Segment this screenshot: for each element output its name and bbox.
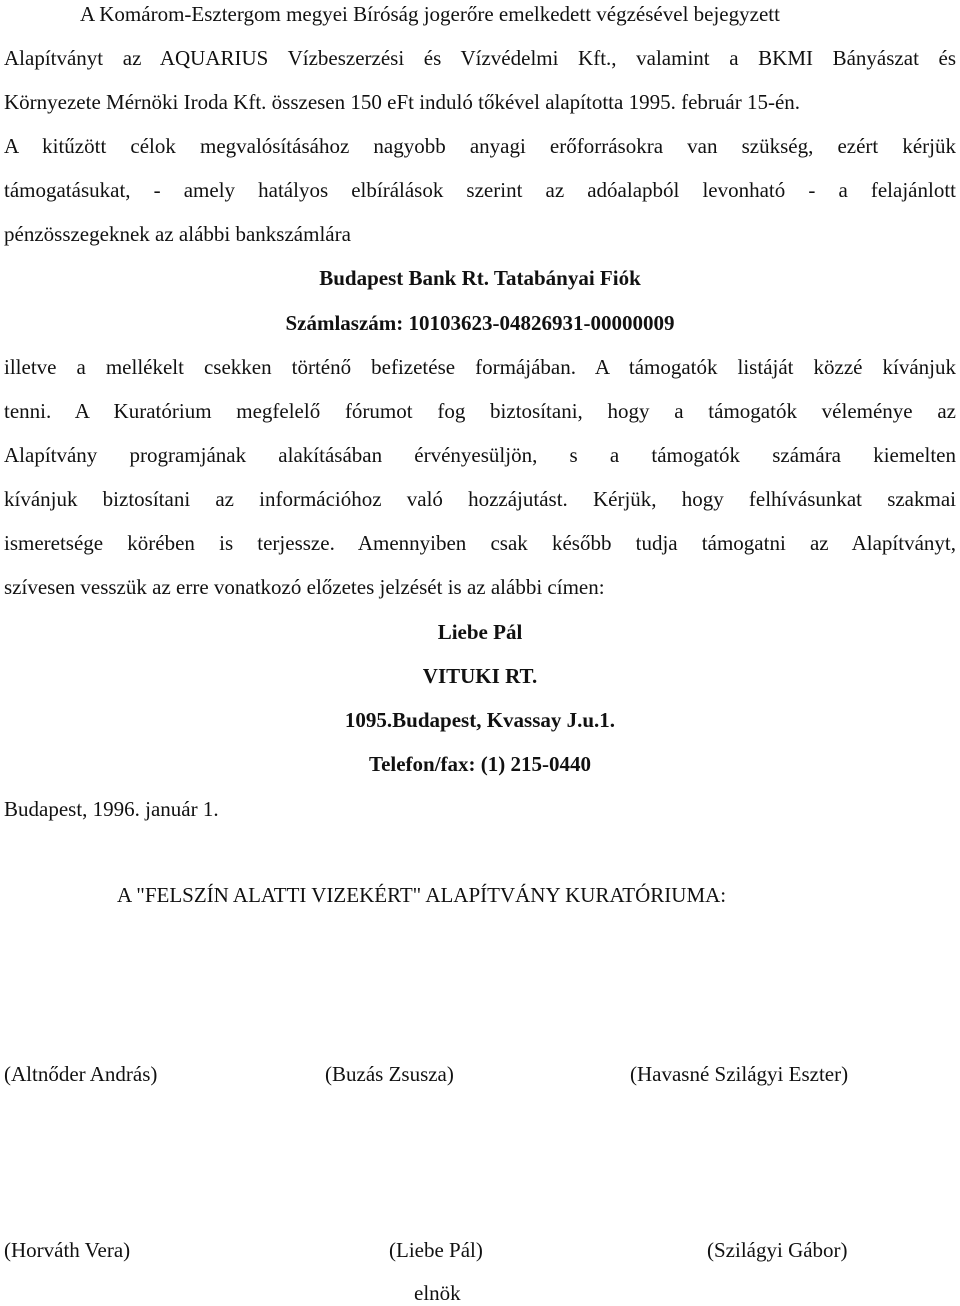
contact-address: 1095.Budapest, Kvassay J.u.1. <box>344 708 616 732</box>
contact-phone: Telefon/fax: (1) 215-0440 <box>368 752 592 776</box>
body2-line-6: szívesen vesszük az erre vonatkozó előzetes jelzését is az alábbi címen: <box>4 575 605 599</box>
signatory-havasne: (Havasné Szilágyi Eszter) <box>630 1062 849 1086</box>
signatory-liebe: (Liebe Pál) <box>389 1238 483 1262</box>
signatory-altnoder: (Altnőder András) <box>4 1062 158 1086</box>
board-heading: A "FELSZÍN ALATTI VIZEKÉRT" ALAPÍTVÁNY KURATÓRIUMA: <box>117 883 727 907</box>
body2-line-2: tenni. A Kuratórium megfelelő fórumot fog biztosítani, hogy a támogatók véleménye az <box>4 401 956 423</box>
body2-line-3: Alapítvány programjának alakításában érvényesüljön, s a támogatók számára kiemelten <box>4 445 956 467</box>
contact-name: Liebe Pál <box>437 620 523 644</box>
body-line-5: támogatásukat, - amely hatályos elbírálások szerint az adóalapból levonható - a felajánlott <box>4 180 956 202</box>
signatory-buzas: (Buzás Zsusza) <box>325 1062 454 1086</box>
body-line-4: A kitűzött célok megvalósításához nagyobb anyagi erőforrásokra van szükség, ezért kérjük <box>4 136 956 158</box>
signatory-horvath: (Horváth Vera) <box>4 1238 131 1262</box>
place-date: Budapest, 1996. január 1. <box>4 797 219 821</box>
body2-line-1: illetve a mellékelt csekken történő befizetése formájában. A támogatók listáját közzé kívánjuk <box>4 357 956 379</box>
body-line-6: pénzösszegeknek az alábbi bankszámlára <box>4 222 351 246</box>
body-line-1: A Komárom-Esztergom megyei Bíróság jogerőre emelkedett végzésével bejegyzett <box>80 2 780 26</box>
body-line-3: Környezete Mérnöki Iroda Kft. összesen 150 eFt induló tőkével alapította 1995. február 15-én. <box>4 90 801 114</box>
chair-title: elnök <box>414 1281 461 1305</box>
body2-line-5: ismeretsége körében is terjessze. Amennyiben csak később tudja támogatni az Alapítványt, <box>4 533 956 555</box>
bank-name: Budapest Bank Rt. Tatabányai Fiók <box>319 266 641 290</box>
bank-account: Számlaszám: 10103623-04826931-00000009 <box>285 311 675 335</box>
body2-line-4: kívánjuk biztosítani az információhoz való hozzájutást. Kérjük, hogy felhívásunkat szakmai <box>4 489 956 511</box>
body-line-2: Alapítványt az AQUARIUS Vízbeszerzési és Vízvédelmi Kft., valamint a BKMI Bányászat és <box>4 48 956 70</box>
contact-company: VITUKI RT. <box>422 664 538 688</box>
signatory-szilagyi: (Szilágyi Gábor) <box>707 1238 848 1262</box>
